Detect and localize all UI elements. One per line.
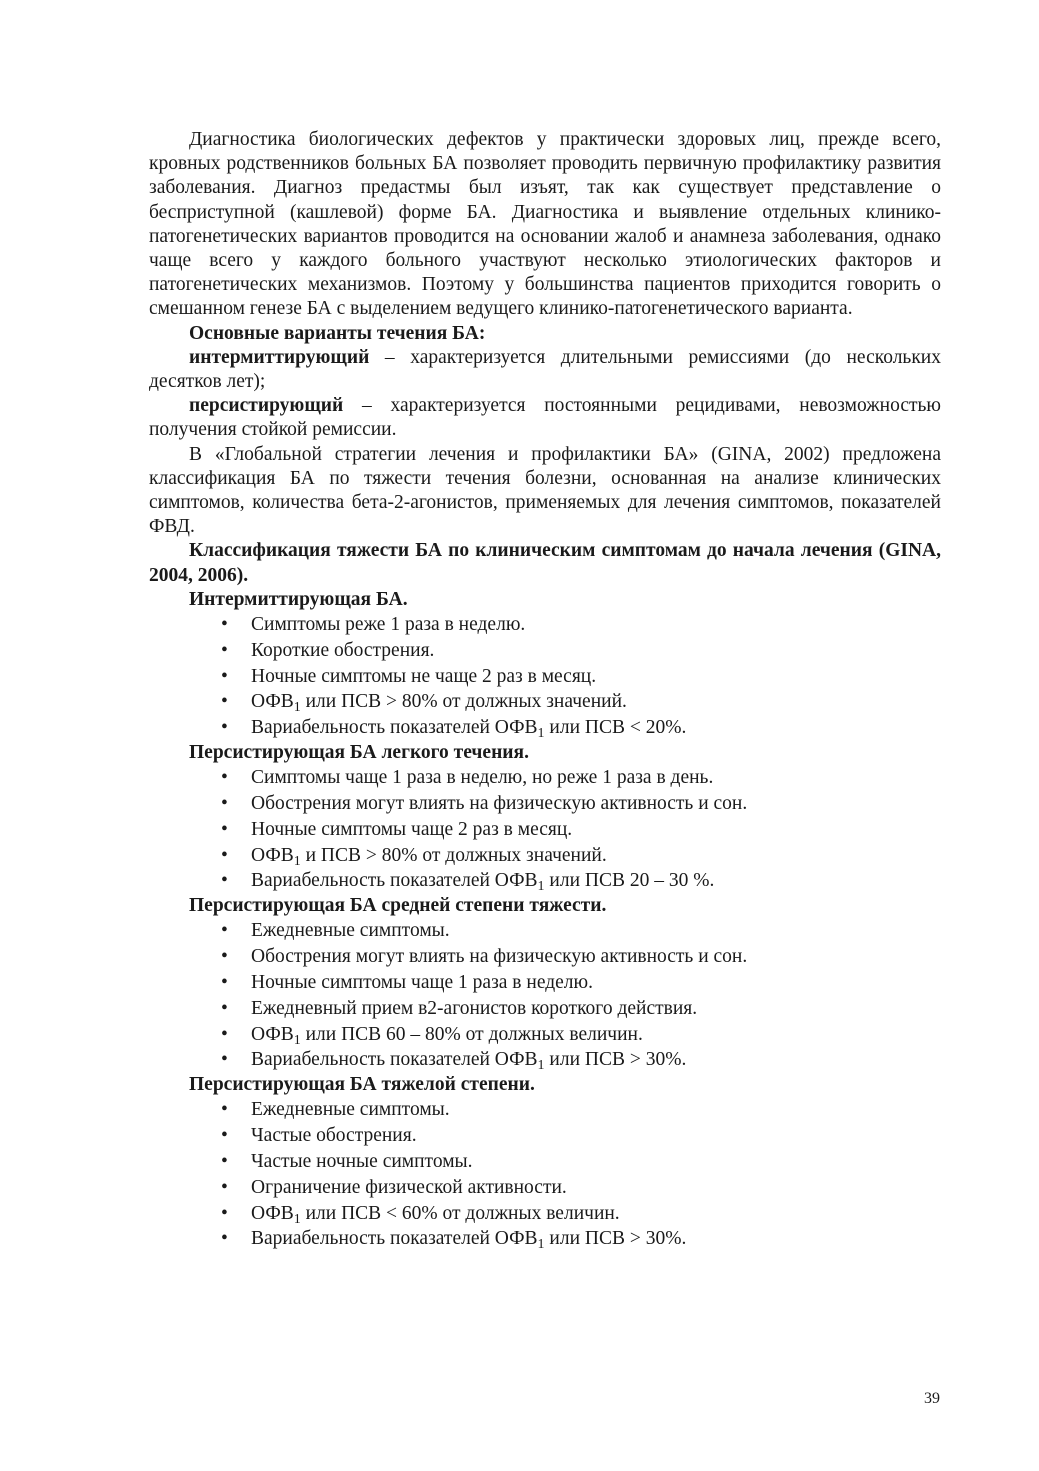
section-title-severe: Персистирующая БА тяжелой степени. (189, 1074, 535, 1096)
intro-paragraph: Диагностика биологических дефектов у практически здоровых лиц, прежде всего, кровных родственников больных БА позволяет проводить первичную профилактику развития заболевания. Диагноз предастмы был изъят, так как существует представление о бесприступной (кашлевой) форме БА. Диагностика и выявление отдельных клинико-патогенетических вариантов проводится на основании жалоб и анамнеза заболевания, однако чаще всего у каждого больного участвуют несколько этиологических факторов и патогенетических механизмов. Поэтому у большинства пациентов приходится говорить о смешанном генезе БА с выделением ведущего клинико-патогенетического варианта. (149, 129, 941, 320)
list-item: • $ОФВ_1$ или ПСВ < 60% от должных величин. (221, 1202, 620, 1227)
list-item: • $ОФВ_1$ и ПСВ > 80% от должных значений. (221, 844, 607, 869)
bullet-icon: • (221, 1228, 228, 1250)
list-item: • Ежедневный прием в2-агонистов короткого действия. (221, 996, 941, 1022)
variants-heading: Основные варианты течения БА: (189, 322, 486, 344)
bullet-icon: • (221, 691, 228, 713)
bullet-icon: • (221, 614, 228, 636)
classification-heading: Классификация тяжести БА по клиническим симптомам до начала лечения (GINA, 2004, 2006). (149, 540, 941, 586)
bullet-icon: • (221, 946, 228, 968)
list-item: • Обострения могут влиять на физическую активность и сон. (221, 791, 941, 817)
list-item: • Ограничение физической активности. (221, 1175, 941, 1201)
document-page (149, 128, 941, 1252)
variant-term: персистирующий (189, 395, 344, 417)
bullet-icon: • (221, 767, 228, 789)
bullet-icon: • (221, 1099, 228, 1121)
symptom-list-intermittent (149, 612, 941, 741)
list-item: • Симптомы реже 1 раза в неделю. (221, 612, 941, 638)
list-item: • Вариабельность показателей $ОФВ_1$ или ПСВ < 20%. (221, 717, 687, 742)
bullet-icon: • (221, 639, 228, 661)
bullet-icon: • (221, 997, 228, 1019)
bullet-icon: • (221, 1151, 228, 1173)
symptom-list-mild (149, 765, 941, 894)
list-item: • Симптомы чаще 1 раза в неделю, но реже 1 раза в день. (221, 765, 941, 791)
list-item: • Частые ночные симптомы. (221, 1149, 941, 1175)
gina-paragraph: В «Глобальной стратегии лечения и профилактики БА» (GINA, 2002) предложена классификация БА по тяжести течения болезни, основанная на анализе клинических симптомов, количества бета-2-агонистов, применяемых для лечения симптомов, показателей ФВД. (149, 443, 941, 538)
list-item: • Короткие обострения. (221, 638, 941, 664)
bullet-icon: • (221, 972, 228, 994)
symptom-list-severe (149, 1097, 941, 1252)
bullet-icon: • (221, 870, 228, 892)
list-item: • $ОФВ_1$ или ПСВ 60 – 80% от должных величин. (221, 1023, 643, 1048)
bullet-icon: • (221, 920, 228, 942)
list-item: • Ежедневные симптомы. (221, 918, 941, 944)
list-item: • Вариабельность показателей $ОФВ_1$ или ПСВ > 30%. (221, 1228, 687, 1253)
bullet-icon: • (221, 1202, 228, 1224)
list-item: • Вариабельность показателей $ОФВ_1$ или ПСВ > 30%. (221, 1049, 687, 1074)
bullet-icon: • (221, 844, 228, 866)
bullet-icon: • (221, 1125, 228, 1147)
list-item: • Ночные симптомы чаще 1 раза в неделю. (221, 970, 941, 996)
list-item: • $ОФВ_1$ или ПСВ > 80% от должных значений. (221, 691, 627, 716)
variant-persistent (149, 394, 941, 442)
section-title-intermittent: Интермиттирующая БА. (189, 588, 408, 610)
bullet-icon: • (221, 1023, 228, 1045)
bullet-icon: • (221, 1176, 228, 1198)
bullet-icon: • (221, 665, 228, 687)
list-item: • Вариабельность показателей $ОФВ_1$ или ПСВ 20 – 30 %. (221, 870, 715, 895)
symptom-list-moderate (149, 918, 941, 1073)
variant-description: – характеризуется длительными ремиссиями (до нескольких десятков лет); (149, 346, 941, 393)
bullet-icon: • (221, 1049, 228, 1071)
variant-term: интермиттирующий (189, 346, 370, 368)
list-item: • Частые обострения. (221, 1123, 941, 1149)
list-item: • Ночные симптомы чаще 2 раз в месяц. (221, 817, 941, 843)
list-item: • Ночные симптомы не чаще 2 раз в месяц. (221, 664, 941, 690)
bullet-icon: • (221, 717, 228, 739)
bullet-icon: • (221, 793, 228, 815)
list-item: • Ежедневные симптомы. (221, 1097, 941, 1123)
section-title-mild: Персистирующая БА легкого течения. (189, 742, 529, 764)
bullet-icon: • (221, 818, 228, 840)
page-number: 39 (924, 1390, 940, 1407)
variant-description: – характеризуется постоянными рецидивами, невозможностью получения стойкой ремиссии. (149, 395, 941, 441)
list-item: • Обострения могут влиять на физическую активность и сон. (221, 944, 941, 970)
variant-intermittent (149, 346, 941, 394)
section-title-moderate: Персистирующая БА средней степени тяжести. (189, 895, 607, 917)
